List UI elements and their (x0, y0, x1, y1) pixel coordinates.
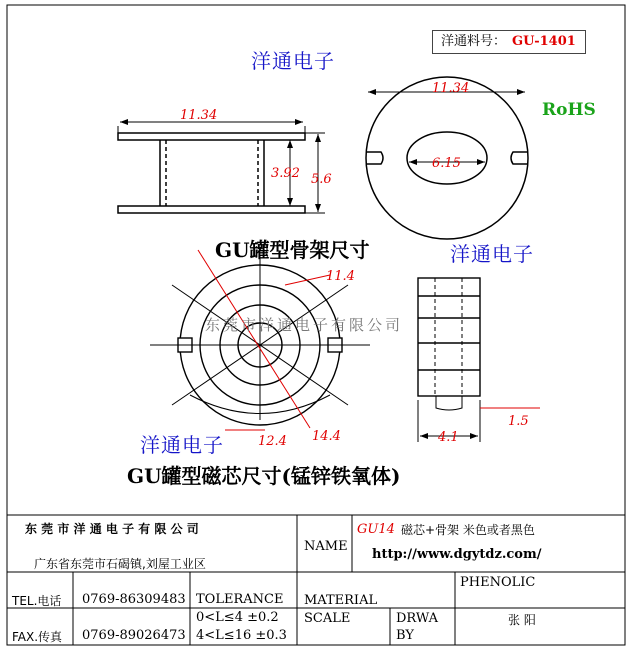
tel-label: TEL.电话 (12, 594, 62, 608)
bobbin-top-flange (118, 133, 305, 140)
bobbin-inner-height-label: 3.92 (271, 166, 300, 181)
brand-text-bottom: 洋通电子 (140, 433, 224, 457)
tolerance-line-1: 0<L≤4 ±0.2 (196, 610, 279, 625)
bobbin-outer-dia-label: 11.34 (432, 81, 470, 96)
part-number-value: GU-1401 (512, 34, 576, 49)
brand-text-middle: 洋通电子 (450, 242, 534, 266)
brand-text-top: 洋通电子 (251, 49, 335, 73)
company-name: 东 莞 市 洋 通 电 子 有 限 公 司 (25, 522, 199, 536)
core-title: GU罐型磁芯尺寸(锰锌铁氧体) (127, 464, 401, 488)
bobbin-inner-dia-label: 6.15 (432, 156, 461, 171)
core-dim-b-label: 12.4 (258, 434, 287, 449)
name-description: 磁芯+骨架 米色或者黑色 (401, 523, 535, 537)
fax-value: 0769-89026473 (82, 628, 186, 643)
drawn-by-value: 张 阳 (508, 613, 536, 627)
core-dim-a-label: 11.4 (326, 269, 355, 284)
part-number-label: 洋通料号： (441, 34, 507, 49)
bobbin-bottom-flange (118, 206, 305, 213)
material-label: MATERIAL (304, 593, 378, 608)
name-code: GU14 (357, 522, 395, 537)
scale-label: SCALE (304, 611, 351, 626)
core-dim-c-label: 14.4 (312, 429, 341, 444)
title-block (0, 515, 632, 648)
website-link: http://www.dgytdz.com/ (372, 547, 542, 562)
company-address: 广东省东莞市石碣镇,刘屋工业区 (34, 557, 206, 571)
phenolic-text: PHENOLIC (460, 575, 536, 590)
core-dim-d-label: 1.5 (508, 414, 529, 429)
rohs-mark: RoHS (542, 100, 596, 120)
tolerance-line-2: 4<L≤16 ±0.3 (196, 628, 287, 643)
part-number-box (432, 30, 586, 54)
drawn-label-1: DRWA (396, 611, 439, 626)
name-label: NAME (304, 539, 348, 554)
bobbin-outer-height-label: 5.6 (311, 172, 332, 187)
core-side-view (418, 278, 480, 442)
fax-label: FAX.传真 (12, 630, 63, 644)
tel-value: 0769-86309483 (82, 592, 186, 607)
core-dim-e-label: 4.1 (438, 430, 459, 445)
watermark-text: 东莞市洋通电子有限公司 (205, 316, 404, 334)
drawn-label-2: BY (396, 628, 414, 643)
tolerance-label: TOLERANCE (196, 592, 284, 607)
bobbin-length-label: 11.34 (180, 108, 218, 123)
bobbin-title: GU罐型骨架尺寸 (215, 238, 370, 262)
